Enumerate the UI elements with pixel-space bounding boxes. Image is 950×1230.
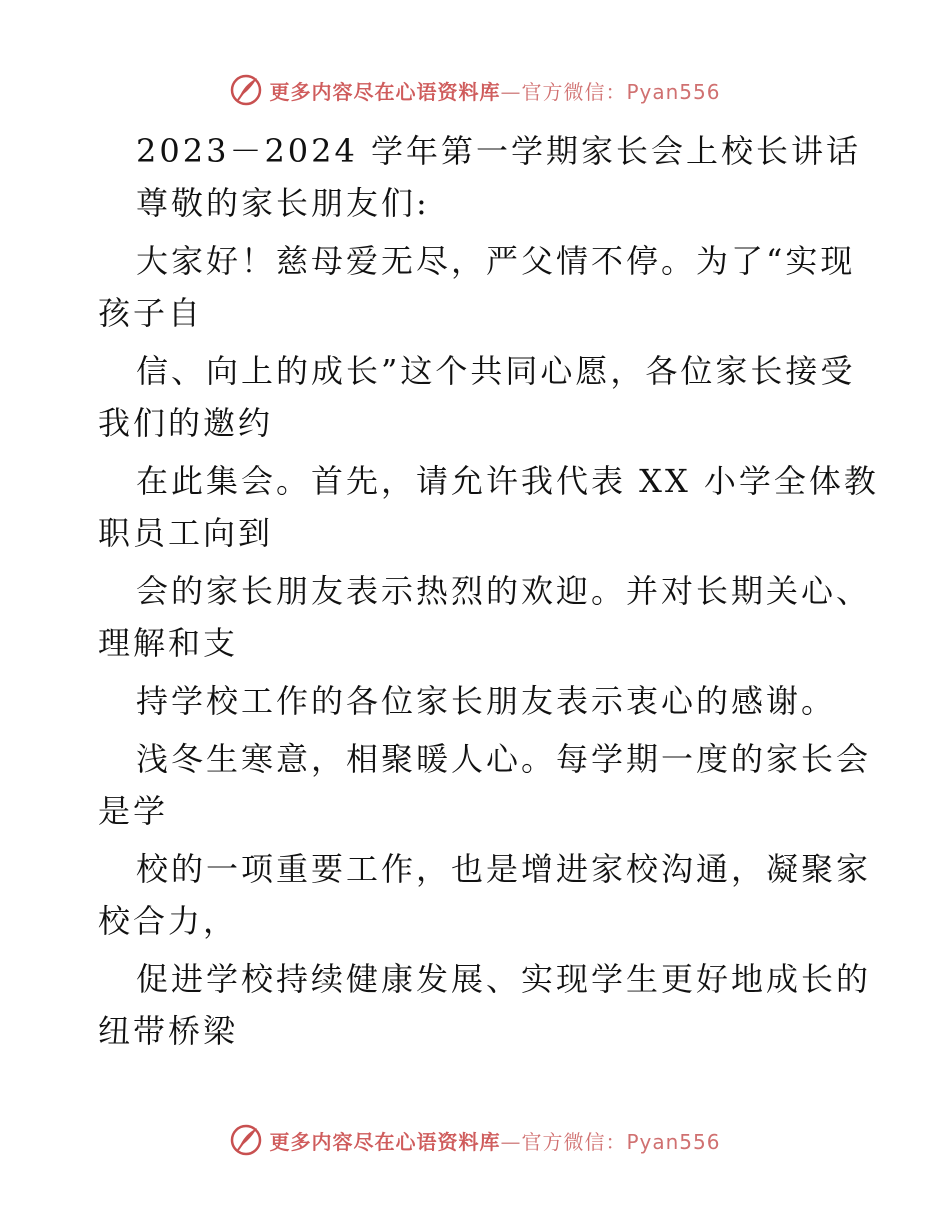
paragraph-line: 我们的邀约: [98, 404, 274, 442]
paragraph-line: 校的一项重要工作，也是增进家校沟通，凝聚家: [136, 850, 872, 888]
paragraph-line: 信、向上的成长”这个共同心愿，各位家长接受: [136, 352, 856, 390]
header-banner: [0, 70, 950, 110]
document-body: [98, 125, 879, 1057]
paragraph-line: 孩子自: [98, 294, 204, 332]
quill-logo-icon: [229, 73, 263, 107]
paragraph-line: 会的家长朋友表示热烈的欢迎。并对长期关心、: [136, 572, 872, 610]
paragraph-line: 促进学校持续健康发展、实现学生更好地成长的: [136, 960, 872, 998]
footer-banner: [0, 1120, 950, 1160]
paragraph-line: 浅冬生寒意，相聚暖人心。每学期一度的家长会: [136, 740, 872, 778]
banner-text: [269, 76, 720, 105]
paragraph-line: 纽带桥梁: [98, 1012, 239, 1050]
banner-separator: —: [500, 79, 522, 104]
paragraph-line: 是学: [98, 792, 169, 830]
banner-main-text: 更多内容尽在心语资料库: [269, 1129, 501, 1154]
quill-logo-icon: [229, 1123, 263, 1157]
salutation: 尊敬的家长朋友们:: [136, 184, 430, 222]
document-title: 2023－2024 学年第一学期家长会上校长讲话: [136, 132, 862, 170]
banner-separator: —: [500, 1129, 522, 1154]
paragraph-line: 理解和支: [98, 624, 239, 662]
paragraph-line: 校合力，: [98, 902, 239, 940]
banner-wechat-text: 官方微信：Pyan556: [521, 79, 721, 104]
paragraph-line: 职员工向到: [98, 514, 274, 552]
paragraph-line: 在此集会。首先，请允许我代表 XX 小学全体教: [136, 462, 879, 500]
paragraph-line: 持学校工作的各位家长朋友表示衷心的感谢。: [136, 682, 837, 720]
banner-wechat-text: 官方微信：Pyan556: [521, 1129, 721, 1154]
paragraph-line: 大家好！慈母爱无尽，严父情不停。为了“实现: [136, 242, 856, 280]
banner-text: [269, 1126, 720, 1155]
banner-main-text: 更多内容尽在心语资料库: [269, 79, 501, 104]
